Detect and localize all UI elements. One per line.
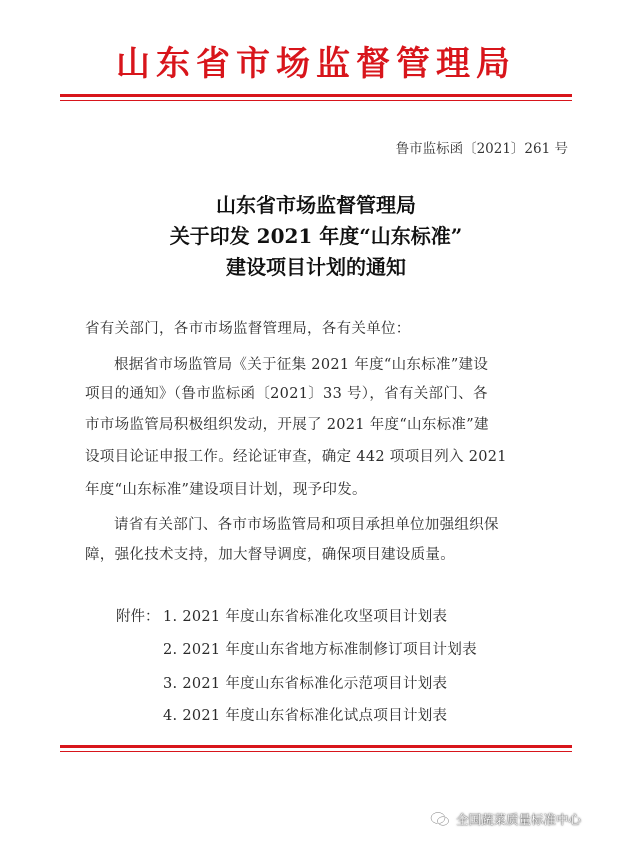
attachment-item: 3. 2021 年度山东省标准化示范项目计划表 xyxy=(163,676,448,692)
title-line-1: 山东省市场监督管理局 xyxy=(216,193,416,217)
title-line-3: 建设项目计划的通知 xyxy=(226,255,406,279)
org-header: 山东省市场监督管理局 xyxy=(116,44,516,84)
wechat-icon xyxy=(430,811,450,827)
document-title xyxy=(0,190,632,283)
header-rule-thin xyxy=(60,100,572,101)
paragraph-2-line: 请省有关部门、各市市场监管局和项目承担单位加强组织保 xyxy=(114,517,499,533)
attachment-item: 4. 2021 年度山东省标准化试点项目计划表 xyxy=(163,708,448,724)
footer-rule-thick xyxy=(60,745,572,748)
watermark-text: 全国蔬菜质量标准中心 xyxy=(456,812,582,827)
document-number: 鲁市监标函〔2021〕261 号 xyxy=(395,141,568,157)
paragraph-2-line: 障，强化技术支持，加大督导调度，确保项目建设质量。 xyxy=(85,547,455,563)
attachment-item: 2. 2021 年度山东省地方标准制修订项目计划表 xyxy=(163,642,477,658)
paragraph-1-line: 项目的通知》（鲁市监标函〔2021〕33 号），省有关部门、各 xyxy=(85,386,488,402)
attachments-label: 附件： xyxy=(116,609,160,625)
paragraph-1-line: 年度“山东标准”建设项目计划，现予印发。 xyxy=(85,482,367,498)
source-watermark xyxy=(430,808,581,830)
paragraph-1-line: 根据省市场监管局《关于征集 2021 年度“山东标准”建设 xyxy=(114,357,489,373)
paragraph-1-line: 市市场监管局积极组织发动，开展了 2021 年度“山东标准”建 xyxy=(85,417,489,433)
attachment-item: 1. 2021 年度山东省标准化攻坚项目计划表 xyxy=(163,609,448,625)
paragraph-1-line: 设项目论证申报工作。经论证审查，确定 442 项项目列入 2021 xyxy=(85,449,507,465)
header-rule-thick xyxy=(60,94,572,97)
title-line-2: 关于印发 2021 年度“山东标准” xyxy=(169,224,463,248)
salutation: 省有关部门，各市市场监督管理局，各有关单位： xyxy=(85,321,411,337)
footer-rule-thin xyxy=(60,751,572,752)
